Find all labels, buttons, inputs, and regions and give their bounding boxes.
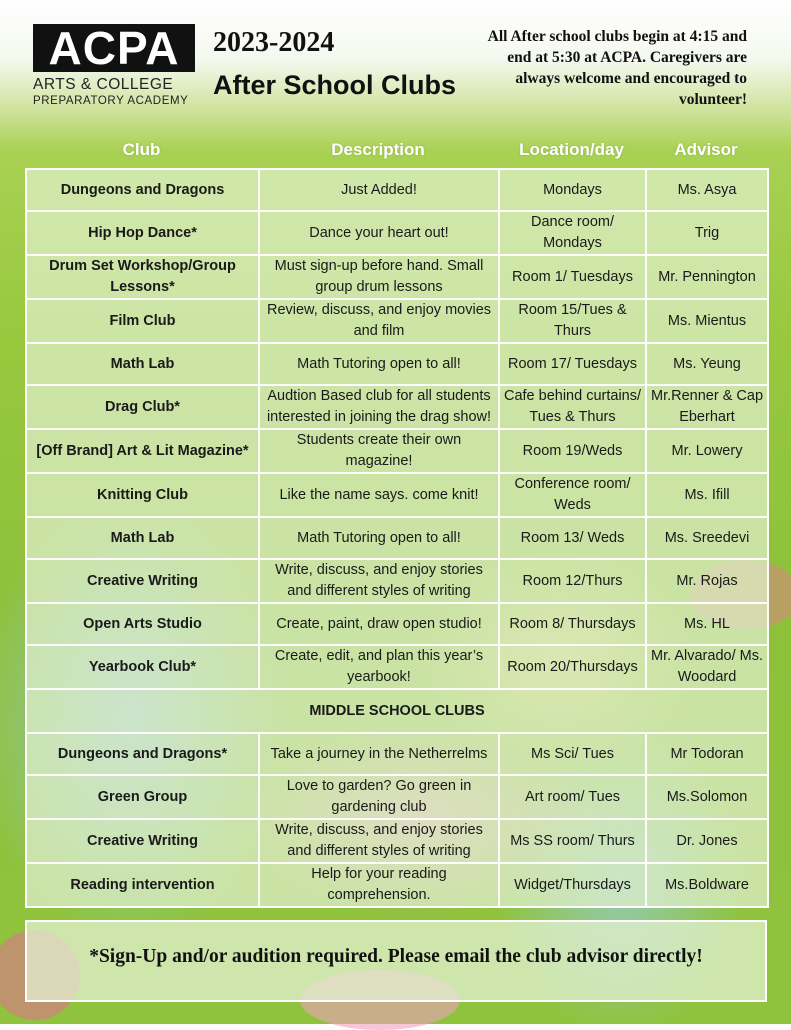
club-advisor: Ms. Mientus	[646, 299, 768, 343]
table-row	[26, 211, 768, 255]
club-location: Mondays	[499, 169, 646, 211]
club-name: Knitting Club	[26, 473, 259, 517]
page-title: After School Clubs	[213, 70, 457, 100]
club-advisor: Dr. Jones	[646, 819, 768, 863]
club-name: Yearbook Club*	[26, 645, 259, 689]
club-description: Write, discuss, and enjoy stories and different styles of writing	[259, 819, 499, 863]
table-row	[26, 255, 768, 299]
column-header-club: Club	[122, 140, 161, 159]
club-advisor: Mr. Pennington	[646, 255, 768, 299]
logo-line-2: PREPARATORY ACADEMY	[33, 95, 189, 107]
club-description: Audtion Based club for all students interested in joining the drag show!	[259, 385, 499, 429]
club-name: Hip Hop Dance*	[26, 211, 259, 255]
table-row	[26, 473, 768, 517]
club-description: Students create their own magazine!	[259, 429, 499, 473]
club-location: Room 13/ Weds	[499, 517, 646, 559]
club-location: Ms Sci/ Tues	[499, 733, 646, 775]
school-year: 2023-2024	[213, 27, 335, 58]
club-description: Love to garden? Go green in gardening club	[259, 775, 499, 819]
club-advisor: Mr. Rojas	[646, 559, 768, 603]
club-name: Dungeons and Dragons*	[26, 733, 259, 775]
club-description: Math Tutoring open to all!	[259, 343, 499, 385]
clubs-table-body	[26, 169, 768, 907]
club-advisor: Mr. Alvarado/ Ms. Woodard	[646, 645, 768, 689]
section-row	[26, 689, 768, 733]
table-row	[26, 819, 768, 863]
club-name: Dungeons and Dragons	[26, 169, 259, 211]
table-row	[26, 517, 768, 559]
club-description: Math Tutoring open to all!	[259, 517, 499, 559]
club-location: Widget/Thursdays	[499, 863, 646, 907]
club-name: Creative Writing	[26, 819, 259, 863]
table-row	[26, 169, 768, 211]
club-location: Room 8/ Thursdays	[499, 603, 646, 645]
club-description: Create, edit, and plan this year’s yearbook!	[259, 645, 499, 689]
table-row	[26, 559, 768, 603]
club-location: Dance room/ Mondays	[499, 211, 646, 255]
club-location: Conference room/ Weds	[499, 473, 646, 517]
middle-school-heading: MIDDLE SCHOOL CLUBS	[26, 689, 768, 733]
table-row	[26, 603, 768, 645]
club-location: Room 12/Thurs	[499, 559, 646, 603]
club-description: Dance your heart out!	[259, 211, 499, 255]
club-description: Create, paint, draw open studio!	[259, 603, 499, 645]
club-name: Drag Club*	[26, 385, 259, 429]
club-advisor: Ms. Asya	[646, 169, 768, 211]
club-name: Drum Set Workshop/Group Lessons*	[26, 255, 259, 299]
club-description: Review, discuss, and enjoy movies and film	[259, 299, 499, 343]
column-header-location: Location/day	[519, 140, 624, 159]
club-advisor: Ms. Sreedevi	[646, 517, 768, 559]
club-advisor: Ms. Yeung	[646, 343, 768, 385]
club-advisor: Ms. HL	[646, 603, 768, 645]
table-row	[26, 733, 768, 775]
club-advisor: Trig	[646, 211, 768, 255]
club-advisor: Mr Todoran	[646, 733, 768, 775]
club-name: Green Group	[26, 775, 259, 819]
club-description: Must sign-up before hand. Small group drum lessons	[259, 255, 499, 299]
club-advisor: Mr.Renner & Cap Eberhart	[646, 385, 768, 429]
column-header-description: Description	[331, 140, 425, 159]
club-name: [Off Brand] Art & Lit Magazine*	[26, 429, 259, 473]
club-description: Write, discuss, and enjoy stories and different styles of writing	[259, 559, 499, 603]
club-location: Room 17/ Tuesdays	[499, 343, 646, 385]
table-row	[26, 385, 768, 429]
table-row	[26, 299, 768, 343]
club-name: Math Lab	[26, 517, 259, 559]
club-name: Open Arts Studio	[26, 603, 259, 645]
club-description: Help for your reading comprehension.	[259, 863, 499, 907]
club-location: Room 20/Thursdays	[499, 645, 646, 689]
club-location: Art room/ Tues	[499, 775, 646, 819]
club-advisor: Ms.Solomon	[646, 775, 768, 819]
acpa-logo	[33, 24, 195, 107]
table-row	[26, 775, 768, 819]
club-advisor: Mr. Lowery	[646, 429, 768, 473]
club-name: Creative Writing	[26, 559, 259, 603]
club-name: Math Lab	[26, 343, 259, 385]
club-description: Take a journey in the Netherrelms	[259, 733, 499, 775]
table-row	[26, 645, 768, 689]
club-name: Film Club	[26, 299, 259, 343]
club-description: Just Added!	[259, 169, 499, 211]
footer-note: *Sign-Up and/or audition required. Please email the club advisor directly!	[89, 946, 703, 967]
club-location: Ms SS room/ Thurs	[499, 819, 646, 863]
clubs-table	[25, 168, 769, 908]
club-location: Cafe behind curtains/ Tues & Thurs	[499, 385, 646, 429]
club-location: Room 19/Weds	[499, 429, 646, 473]
page-header	[0, 0, 791, 130]
schedule-note: All After school clubs begin at 4:15 and end at 5:30 at ACPA. Caregivers are always welcome and encouraged to volunteer!	[487, 28, 747, 108]
table-row	[26, 863, 768, 907]
column-header-advisor: Advisor	[674, 140, 738, 159]
logo-mark: ACPA	[33, 24, 195, 72]
table-row	[26, 343, 768, 385]
logo-line-1: ARTS & COLLEGE	[33, 76, 174, 93]
club-advisor: Ms.Boldware	[646, 863, 768, 907]
club-location: Room 15/Tues & Thurs	[499, 299, 646, 343]
club-advisor: Ms. Ifill	[646, 473, 768, 517]
club-location: Room 1/ Tuesdays	[499, 255, 646, 299]
club-name: Reading intervention	[26, 863, 259, 907]
club-description: Like the name says. come knit!	[259, 473, 499, 517]
table-row	[26, 429, 768, 473]
